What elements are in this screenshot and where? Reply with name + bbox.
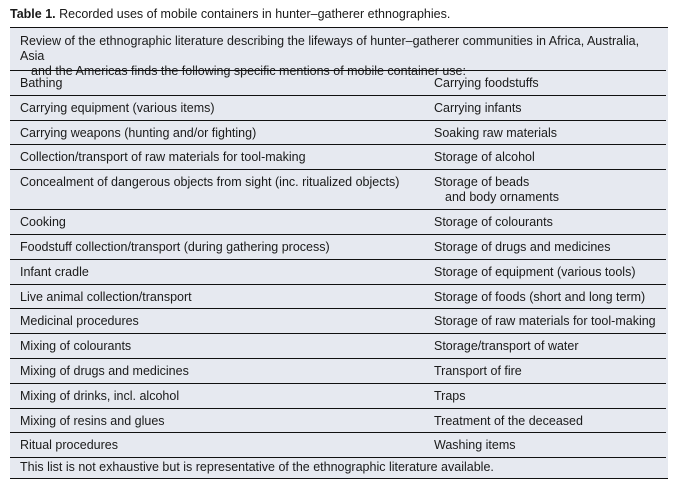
table-cell-right-text: Carrying foodstuffs: [434, 76, 539, 90]
table-row: [10, 170, 666, 210]
table-cell-right-text: Treatment of the deceased: [434, 413, 583, 428]
table-cell-left: Infant cradle: [20, 264, 89, 279]
table-cell-right: [434, 389, 466, 404]
table-cell-right-text: Carrying infants: [434, 100, 522, 115]
table-cell-right: [434, 438, 516, 453]
table-cell-left: Cooking: [20, 215, 66, 230]
table-cell-left: Live animal collection/transport: [20, 289, 192, 304]
table-row: [10, 285, 666, 310]
table-cell-right: [434, 76, 539, 91]
table-row: [10, 260, 666, 285]
table-row: [10, 145, 666, 170]
table-cell-right: [434, 290, 645, 305]
table-caption-text: Recorded uses of mobile containers in hunter–gatherer ethnographies.: [59, 7, 451, 21]
table-cell-right-text: Soaking raw materials: [434, 125, 557, 140]
table-cell-left: Mixing of colourants: [20, 339, 132, 354]
table-cell-right: [434, 240, 611, 255]
table-row: [10, 334, 666, 359]
table-cell-right-text: Storage of foods (short and long term): [434, 289, 646, 304]
table-cell-right-text: Storage of equipment (various tools): [434, 264, 636, 279]
table-cell-right: [434, 215, 553, 230]
table-row: [10, 71, 666, 96]
table-cell-left: Bathing: [20, 76, 63, 90]
table-row: [10, 309, 666, 334]
table-cell-right-text: Transport of fire: [434, 363, 522, 378]
table-body: [10, 70, 666, 458]
table-cell-left: Carrying equipment (various items): [20, 100, 215, 115]
table-row: [10, 359, 666, 384]
table-cell-right-text: Storage of alcohol: [434, 150, 535, 165]
table-cell-right: [434, 175, 559, 205]
uses-table: [10, 27, 668, 479]
table-row: [10, 409, 666, 434]
table-intro-line2: and the Americas finds the following specific mentions of mobile container use:: [31, 64, 466, 78]
table-cell-left: Ritual procedures: [20, 438, 118, 453]
table-cell-right: [434, 101, 522, 116]
table-cell-right: [434, 126, 557, 141]
table-cell-right-text: Storage of colourants: [434, 215, 553, 230]
table-row: [10, 384, 666, 409]
table-cell-right-text: Storage of beads: [434, 175, 530, 190]
table-row: [10, 433, 666, 458]
table-cell-left: Carrying weapons (hunting and/or fighting): [20, 125, 257, 140]
table-cell-right-text: Washing items: [434, 438, 516, 453]
table-cell-left: Medicinal procedures: [20, 314, 139, 329]
table-footer: This list is not exhaustive but is representative of the ethnographic literature available.: [20, 460, 494, 474]
table-cell-left: Mixing of drugs and medicines: [20, 363, 189, 378]
table-cell-right-text: Storage of raw materials for tool-making: [434, 314, 656, 329]
table-row: [10, 235, 666, 260]
table-row: [10, 96, 666, 121]
table-cell-left: Collection/transport of raw materials for tool-making: [20, 150, 306, 165]
table-cell-left: Mixing of resins and glues: [20, 413, 165, 428]
table-cell-right-text: Storage/transport of water: [434, 339, 579, 354]
table-cell-right: [434, 364, 522, 379]
table-caption: [10, 6, 450, 22]
table-cell-right: [434, 314, 656, 329]
table-intro-line1: Review of the ethnographic literature describing the lifeways of hunter–gatherer communities in Africa, Australia, Asia: [20, 34, 640, 63]
table-cell-right: [434, 265, 636, 280]
table-caption-label: Table 1.: [10, 7, 56, 21]
table-cell-right-text: Traps: [434, 388, 466, 403]
table-row: [10, 121, 666, 146]
table-cell-left: Mixing of drinks, incl. alcohol: [20, 388, 180, 403]
table-cell-right-text-continued: and body ornaments: [445, 190, 559, 205]
table-cell-left: Foodstuff collection/transport (during gathering process): [20, 239, 330, 254]
table-cell-right: [434, 414, 583, 429]
table-cell-left: Concealment of dangerous objects from sight (inc. ritualized objects): [20, 175, 400, 190]
table-cell-right-text: Storage of drugs and medicines: [434, 239, 611, 254]
table-cell-right: [434, 150, 535, 165]
table-row: [10, 210, 666, 235]
table-cell-right: [434, 339, 579, 354]
